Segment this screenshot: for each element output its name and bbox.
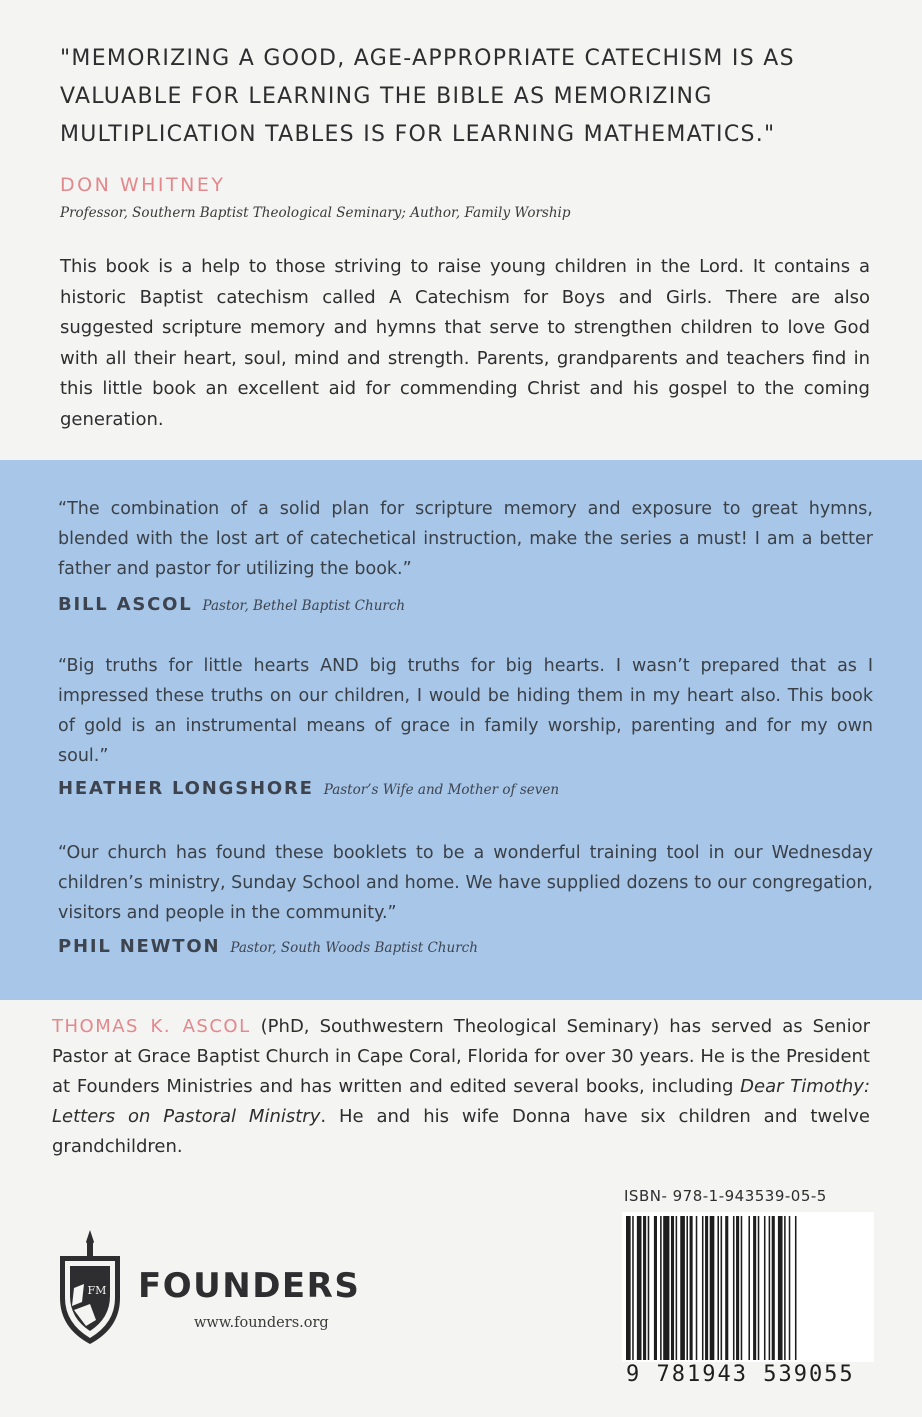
endorsement-author-role-1: Pastor, Bethel Baptist Church <box>202 598 406 614</box>
endorsement-quote-1: “The combination of a solid plan for scripture memory and exposure to great hymns, blended with the lost art of catechetical instruction, make the series a must! I am a better father and pastor for utilizing the book.” <box>58 499 873 579</box>
barcode-bar <box>753 1216 756 1360</box>
endorsements-band <box>0 460 922 1000</box>
barcode-bar <box>626 1216 631 1360</box>
barcode-bar <box>789 1216 791 1360</box>
epigraph-quote: "MEMORIZING A GOOD, AGE-APPROPRIATE CATECHISM IS AS VALUABLE FOR LEARNING THE BIBLE AS MEMORIZING MULTIPLICATION TABLES IS FOR LEARNING MATHEMATICS." <box>60 46 795 147</box>
epigraph-author-role: Professor, Southern Baptist Theological Seminary; Author, Family Worship <box>60 205 571 221</box>
barcode-bar <box>686 1216 688 1360</box>
endorsement-author-1 <box>58 594 405 615</box>
barcode-bar <box>702 1216 704 1360</box>
barcode-bar <box>717 1216 719 1360</box>
barcode-bar <box>632 1216 634 1360</box>
endorsement-author-role-2: Pastor’s Wife and Mother of seven <box>323 782 560 798</box>
author-bio <box>52 1012 870 1162</box>
bio-text-1: (PhD, Southwestern Theological Seminary) has served as Senior Pastor at Grace Baptist Church in Cape Coral, Florida for over 30 years. He is the President at Founders Ministries and has written and edited several books, including <box>52 1016 870 1097</box>
barcode-bar <box>725 1216 728 1360</box>
bio-book-title: Dear Timothy: Letters on Pastoral Ministry <box>52 1076 871 1127</box>
barcode-bar <box>764 1216 766 1360</box>
barcode-bar <box>710 1216 715 1360</box>
barcode-bar <box>696 1216 698 1360</box>
barcode-bar <box>778 1216 783 1360</box>
barcode-bar <box>736 1216 739 1360</box>
barcode-bar <box>648 1216 650 1360</box>
endorsement-author-3 <box>58 936 478 957</box>
publisher-logo <box>50 1228 390 1348</box>
top-section <box>0 0 922 460</box>
barcode-bar <box>721 1216 723 1360</box>
endorsement-quote-3: “Our church has found these booklets to be a wonderful training tool in our Wednesday children’s ministry, Sunday School and home. We have supplied dozens to our congregation, visitors and people in the community.” <box>58 843 873 923</box>
endorsement-author-name-1: BILL ASCOL <box>58 594 193 615</box>
founders-monogram: FM <box>87 1284 107 1297</box>
endorsement-author-2 <box>58 778 559 799</box>
barcode-bar <box>660 1216 662 1360</box>
bio-text-2: . He and his wife Donna have six children and twelve grandchildren. <box>52 1106 870 1157</box>
bio-author-name: THOMAS K. ASCOL <box>52 1016 251 1037</box>
barcode-bar <box>748 1216 750 1360</box>
barcode-bar <box>637 1216 642 1360</box>
barcode-bar <box>772 1216 775 1360</box>
endorsement-author-name-2: HEATHER LONGSHORE <box>58 778 314 799</box>
barcode-bar <box>680 1216 685 1360</box>
barcode-bar <box>705 1216 708 1360</box>
barcode-bar <box>663 1216 669 1360</box>
barcode-bar <box>758 1216 760 1360</box>
barcode-number: 9 781943 539055 <box>626 1362 855 1387</box>
isbn-label: ISBN- 978-1-943539-05-5 <box>624 1187 827 1205</box>
publisher-name: FOUNDERS <box>138 1266 361 1306</box>
endorsement-quote-2: “Big truths for little hearts AND big truths for big hearts. I wasn’t prepared that as I impressed these truths on our children, I would be hiding them in my heart also. This book of gold is an instrumental means of grace in family worship, parenting and for my own soul.” <box>58 656 873 766</box>
endorsement-author-name-3: PHIL NEWTON <box>58 936 221 957</box>
barcode-bar <box>690 1216 693 1360</box>
publisher-url[interactable]: www.founders.org <box>194 1315 329 1331</box>
barcode-bars <box>622 1212 874 1362</box>
barcode-bar <box>784 1216 786 1360</box>
barcode-bar <box>741 1216 743 1360</box>
barcode-bar <box>676 1216 678 1360</box>
barcode-bar <box>795 1216 797 1360</box>
barcode-bar <box>769 1216 771 1360</box>
barcode-bar <box>671 1216 674 1360</box>
endorsement-author-role-3: Pastor, South Woods Baptist Church <box>230 940 478 956</box>
barcode-bar <box>654 1216 657 1360</box>
epigraph-author: DON WHITNEY <box>60 174 226 196</box>
barcode <box>622 1212 874 1362</box>
barcode-bar <box>733 1216 735 1360</box>
book-description: This book is a help to those striving to raise young children in the Lord. It contains a historic Baptist catechism called A Catechism for Boys and Girls. There are also suggested scripture memory and hymns that serve to strengthen children to love God with all their heart, soul, mind and strength. Parents, grandparents and teachers find in this little book an excellent aid for commending Christ and his gospel to the coming generation. <box>60 256 870 430</box>
barcode-bar <box>643 1216 646 1360</box>
founders-shield-icon <box>50 1228 130 1348</box>
